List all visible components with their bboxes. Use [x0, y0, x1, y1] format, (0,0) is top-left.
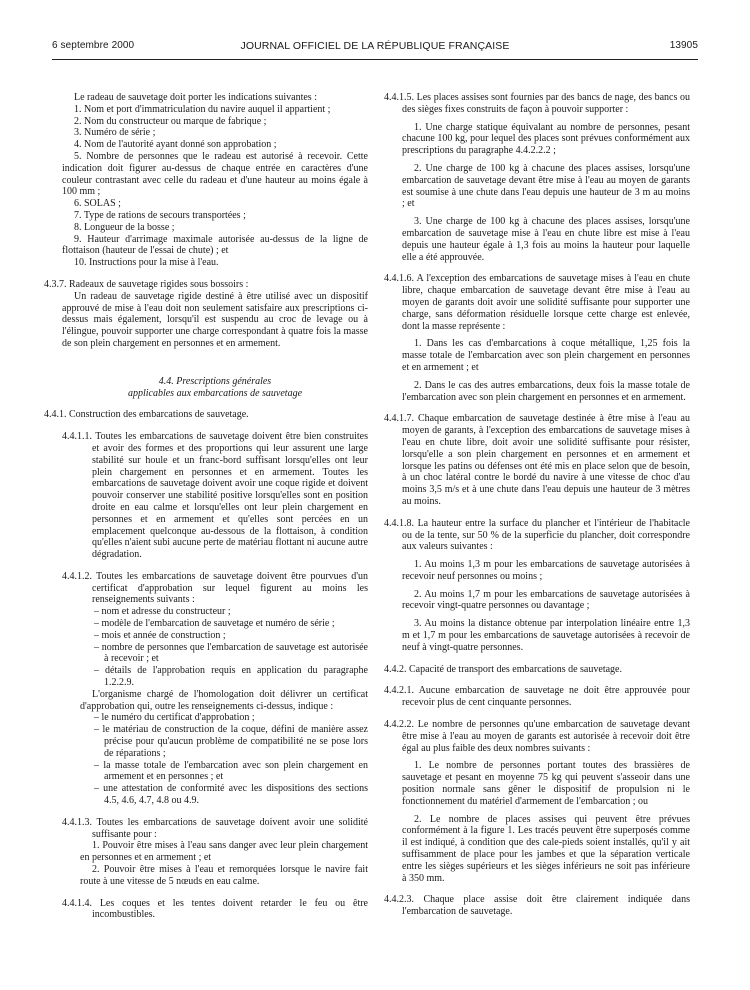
section-4-4-title: 4.4. Prescriptions générales	[158, 375, 272, 387]
list-item: 8. Longueur de la bosse ;	[74, 221, 175, 233]
list-item: 2. Au moins 1,7 m pour les embarcations de sauvetage autorisées à recevoir vingt-quatre personnes ou davantage ;	[402, 588, 690, 612]
section-4-4-1: 4.4.1. Construction des embarcations de sauvetage.	[44, 409, 249, 421]
left-column	[44, 92, 368, 921]
list-item: – une attestation de conformité avec les dispositions des sections 4.5, 4.6, 4.7, 4.8 ou 4.9.	[94, 783, 368, 807]
list-item: – modèle de l'embarcation de sauvetage et numéro de série ;	[94, 618, 335, 630]
header-rule	[52, 59, 698, 60]
section-4-4-2-3: 4.4.2.3. Chaque place assise doit être clairement indiquée dans l'embarcation de sauvetage.	[384, 894, 690, 918]
right-column	[384, 92, 690, 918]
list-item: 3. Au moins la distance obtenue par interpolation linéaire entre 1,3 m et 1,7 m pour les embarcations de sauvetage autorisées à recevoir de neuf à vingt-quatre personnes.	[402, 618, 690, 653]
section-4-4-1-2-para: L'organisme chargé de l'homologation doit délivrer un certificat d'approbation qui, outre les renseignements ci-dessus, indique :	[80, 688, 368, 712]
list-item: 1. Nom et port d'immatriculation du navire auquel il appartient ;	[74, 103, 331, 115]
list-item: 2. Pouvoir être mises à l'eau et remorquées lorsque le navire fait route à une vitesse de 5 nœuds en eau calme.	[80, 864, 368, 887]
section-4-4-1-6: 4.4.1.6. A l'exception des embarcations de sauvetage mises à l'eau en chute libre, chaque embarcation de sauvetage devant être mise à l'eau au moyen de garants doit avoir une solidité suffisante pour supporter une charge, sans déformation résiduelle lorsque cette charge est enlevée, dont la masse représente :	[384, 273, 690, 332]
list-item: 2. Une charge de 100 kg à chacune des places assises, lorsqu'une embarcation de sauvetage devant être mise à l'eau au moyen de garants est soumise à une chute dans l'eau depuis une hauteur de 3 m au moins ; et	[402, 162, 690, 210]
section-4-4-1-4: 4.4.1.4. Les coques et les tentes doivent retarder le feu ou être incombustibles.	[62, 897, 368, 921]
section-4-4-1-2: 4.4.1.2. Toutes les embarcations de sauvetage doivent être pourvues d'un certificat d'approbation sur lequel figurent au moins les renseignements suivants :	[62, 570, 368, 606]
list-item: – le matériau de construction de la coque, défini de manière assez précise pour qu'aucun problème de compatibilité ne se pose lors de réparations ;	[94, 724, 368, 759]
list-item: 6. SOLAS ;	[74, 198, 121, 210]
list-item: 2. Dans le cas des autres embarcations, deux fois la masse totale de l'embarcation avec son plein chargement en personnes et en armement.	[402, 379, 690, 403]
list-item: 1. Le nombre de personnes portant toutes des brassières de sauvetage et pesant en moyenne 75 kg qui peuvent s'asseoir dans une position normale sans gêner le dispositif de propulsion ni le fonctionnement du matériel d'armement de l'embarcation ; ou	[402, 760, 690, 807]
section-4-3-7-body: Un radeau de sauvetage rigide destiné à être utilisé avec un dispositif approuvé de mise à l'eau doit non seulement satisfaire aux prescriptions ci-dessus mais également, lorsqu'il est suspendu au croc de levage ou à l'élingue, pouvoir supporter une charge correspondant à quatre fois la masse de son plein chargement en personnes et en armement.	[62, 290, 368, 349]
list-item: 3. Numéro de série ;	[74, 127, 156, 139]
section-4-4-1-8: 4.4.1.8. La hauteur entre la surface du plancher et l'intérieur de l'habitacle ou de la tente, sur 50 % de la superficie du plancher, doit correspondre aux valeurs suivantes :	[384, 517, 690, 553]
section-4-4-1-3: 4.4.1.3. Toutes les embarcations de sauvetage doivent avoir une solidité suffisante pour :	[62, 816, 368, 840]
list-item: 4. Nom de l'autorité ayant donné son approbation ;	[74, 139, 277, 151]
section-4-4-2-1: 4.4.2.1. Aucune embarcation de sauvetage ne doit être approuvée pour recevoir plus de cent cinquante personnes.	[384, 685, 690, 709]
list-item: 1. Dans les cas d'embarcations à coque métallique, 1,25 fois la masse totale de l'embarcation avec son plein chargement en personnes et en armement ; et	[402, 338, 690, 373]
publication-date: 6 septembre 2000	[52, 40, 135, 51]
list-item: 5. Nombre de personnes que le radeau est autorisé à recevoir. Cette indication doit figurer au-dessus de chaque entrée en caractères d'une couleur contrastant avec celle du radeau et d'une hauteur au moins égale à 100 mm ;	[62, 150, 368, 198]
list-item: 2. Le nombre de places assises qui peuvent être prévues conformément à la figure 1. Les tracés peuvent être superposés comme il est indiqué, à condition que des cale-pieds soient installés, qu'il y ait suffisamment de place pour les jambes et que la séparation verticale entre les sièges supérieurs et les sièges inférieurs ne soit pas inférieure à 350 mm.	[402, 813, 690, 884]
list-item: 3. Une charge de 100 kg à chacune des places assises, lorsqu'une embarcation de sauvetage mise à l'eau en chute libre est mise à l'eau depuis une hauteur égale à 1,3 fois au moins la hauteur pour laquelle elle a été approuvée.	[402, 216, 690, 263]
list-item: – nombre de personnes que l'embarcation de sauvetage est autorisée à recevoir ; et	[94, 641, 368, 665]
section-4-4-1-1: 4.4.1.1. Toutes les embarcations de sauvetage doivent être bien construites et avoir des formes et des proportions qui leur assurent une large stabilité sur houle et un franc-bord suffisant lorsqu'elles ont leur plein chargement en personnes et en armement. Toutes les embarcations de sauvetage doivent avoir une coque rigide et doivent pouvoir conserver une stabilité positive lorsqu'elles sont en position droite en eau calme et lorsqu'elles ont leur plein chargement en personnes et en armement et qu'elles sont percées en un emplacement quelconque au-dessous de la flottaison, à condition qu'elles n'aient subi aucune perte de matériau flottant ni aucune autre dégradation.	[62, 431, 368, 561]
list-item: – nom et adresse du constructeur ;	[94, 606, 231, 618]
section-4-4-2: 4.4.2. Capacité de transport des embarcations de sauvetage.	[384, 663, 622, 675]
section-4-4-subtitle: applicables aux embarcations de sauvetage	[127, 387, 303, 399]
list-item: – détails de l'approbation requis en application du paragraphe 1.2.2.9.	[94, 665, 368, 689]
list-item: 9. Hauteur d'arrimage maximale autorisée au-dessus de la ligne de flottaison (hauteur de l'essai de chute) ; et	[62, 233, 368, 257]
section-4-4-1-5: 4.4.1.5. Les places assises sont fournies par des bancs de nage, des bancs ou des sièges fixes construits de façon à pouvoir supporter :	[384, 92, 690, 115]
section-4-4-1-7: 4.4.1.7. Chaque embarcation de sauvetage destinée à être mise à l'eau au moyen de garants, à l'exception des embarcations de sauvetage mises à l'eau en chute libre, doit avoir une solidité suffisante pour résister, lorsqu'elle a son plein chargement en personnes et en armement et lorsque les patins ou défenses ont été mis en place selon que de besoin, à un choc latéral contre le bordé du navire à une vitesse de choc d'au moins 3,5 m/s et à une chute dans l'eau depuis une hauteur de 3 mètres au moins.	[384, 413, 690, 507]
journal-title: JOURNAL OFFICIEL DE LA RÉPUBLIQUE FRANÇAISE	[240, 40, 510, 52]
list-item: 1. Au moins 1,3 m pour les embarcations de sauvetage autorisées à recevoir neuf personnes ou moins ;	[402, 559, 690, 582]
section-4-4-2-2: 4.4.2.2. Le nombre de personnes qu'une embarcation de sauvetage devant être mise à l'eau au moyen de garants est autorisée à recevoir doit être égal au plus faible des deux nombres suivants :	[384, 719, 690, 754]
list-item: 10. Instructions pour la mise à l'eau.	[74, 257, 219, 269]
list-item: 1. Une charge statique équivalant au nombre de personnes, pesant chacune 100 kg, pour lequel des places sont prévues conformément aux prescriptions du paragraphe 4.4.2.2.2 ;	[402, 121, 690, 157]
section-4-3-7-heading: 4.3.7. Radeaux de sauvetage rigides sous bossoirs :	[44, 278, 249, 290]
list-item: 2. Nom du constructeur ou marque de fabrique ;	[74, 115, 267, 127]
list-item: – le numéro du certificat d'approbation ;	[94, 712, 255, 724]
page-header	[52, 40, 698, 54]
list-item: 1. Pouvoir être mises à l'eau sans danger avec leur plein chargement en personnes et en armement ; et	[80, 840, 368, 864]
list-item: 7. Type de rations de secours transportées ;	[74, 209, 246, 221]
raft-markings-intro: Le radeau de sauvetage doit porter les indications suivantes :	[74, 92, 317, 103]
list-item: – mois et année de construction ;	[94, 629, 226, 641]
page-number: 13905	[669, 40, 698, 51]
list-item: – la masse totale de l'embarcation avec son plein chargement en armement et en personnes ; et	[94, 759, 368, 783]
